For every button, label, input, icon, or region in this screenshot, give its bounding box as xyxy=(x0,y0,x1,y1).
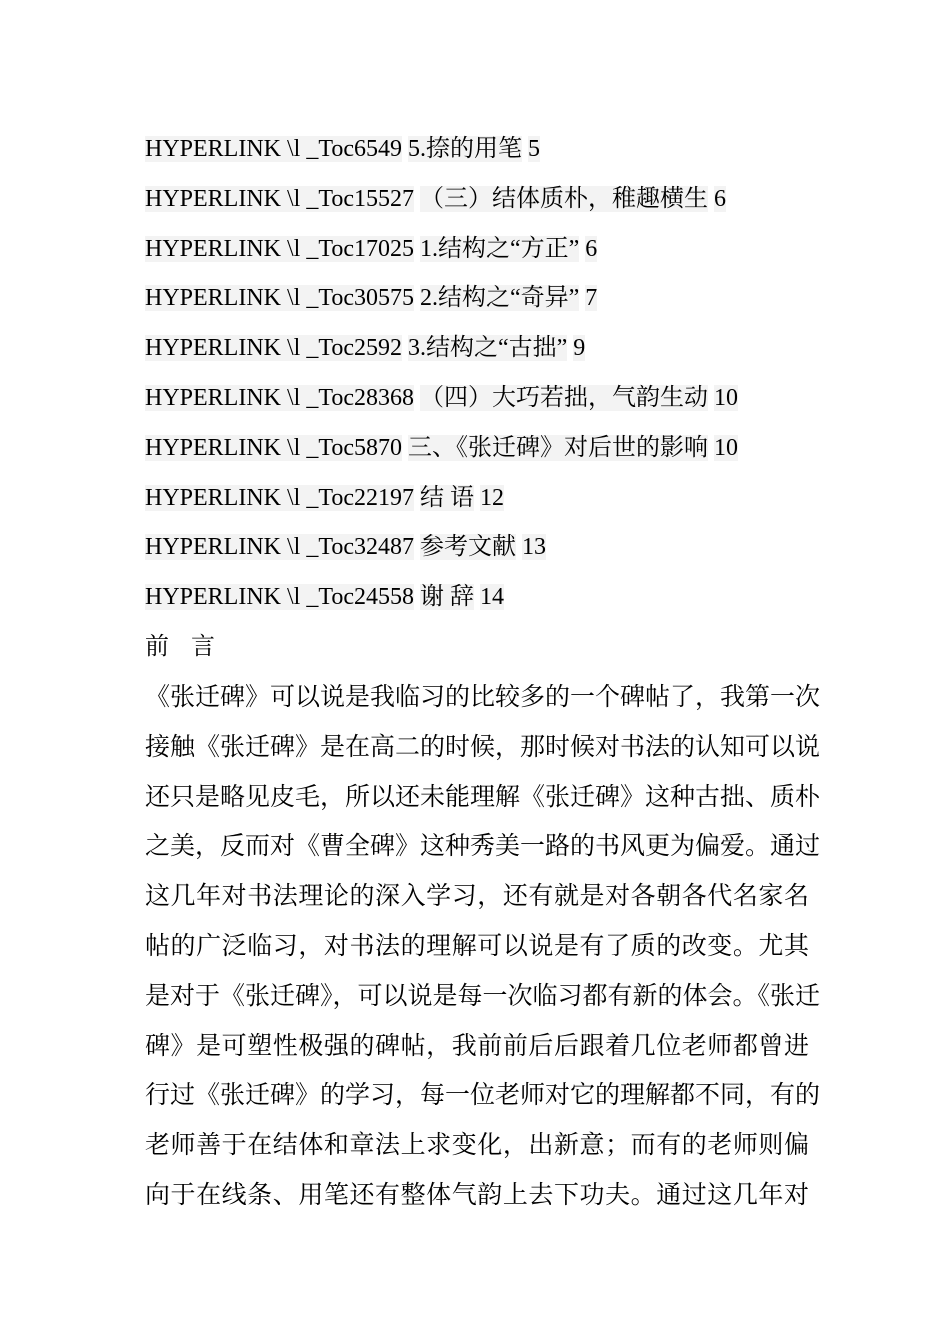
toc-entry[interactable] xyxy=(145,474,825,524)
toc-field-code: HYPERLINK \l _Toc22197 xyxy=(145,484,414,511)
toc-entry[interactable] xyxy=(145,424,825,474)
toc-field-code: HYPERLINK \l _Toc30575 xyxy=(145,285,414,312)
toc-entry[interactable] xyxy=(145,225,825,275)
toc-page-number: 5 xyxy=(527,136,540,162)
toc-field-code: HYPERLINK \l _Toc5870 xyxy=(145,434,402,461)
paragraph-line: 之美，反而对《曹全碑》这种秀美一路的书风更为偏爱。通过 xyxy=(145,833,821,861)
section-heading: 前 言 xyxy=(145,634,223,660)
toc-entry-title: （四）大巧若拙，气韵生动 xyxy=(419,384,708,411)
toc-entry-title: 参考文献 xyxy=(419,534,516,561)
paragraph-line: 帖的广泛临习，对书法的理解可以说是有了质的改变。尤其 xyxy=(145,932,809,960)
toc-entry-title: （三）结体质朴，稚趣横生 xyxy=(419,185,708,212)
toc-page-number: 7 xyxy=(585,285,598,312)
toc-field-code: HYPERLINK \l _Toc17025 xyxy=(145,235,414,262)
toc-entry-title: 三、《张迁碑》对后世的影响 xyxy=(407,434,708,461)
paragraph-line: 行过《张迁碑》的学习，每一位老师对它的理解都不同，有的 xyxy=(145,1082,821,1110)
toc-field-code: HYPERLINK \l _Toc24558 xyxy=(145,584,414,611)
toc-entry[interactable] xyxy=(145,175,825,225)
toc-page-number: 6 xyxy=(713,185,726,212)
toc-entry[interactable] xyxy=(145,573,825,623)
paragraph-line: 接触《张迁碑》是在高二的时候，那时候对书法的认知可以说 xyxy=(145,733,821,761)
toc-field-code: HYPERLINK \l _Toc2592 xyxy=(145,335,402,362)
toc-field-code: HYPERLINK \l _Toc28368 xyxy=(145,384,414,411)
toc-entry-title: 结 语 xyxy=(419,484,474,511)
paragraph-line: 向于在线条、用笔还有整体气韵上去下功夫。通过这几年对 xyxy=(145,1181,809,1209)
toc-entry-title: 2.结构之“奇异” xyxy=(419,285,580,312)
paragraph-line: 这几年对书法理论的深入学习，还有就是对各朝各代名家名 xyxy=(145,883,809,911)
toc-page-number: 12 xyxy=(479,484,504,511)
body-paragraph xyxy=(145,673,821,1221)
toc-field-code: HYPERLINK \l _Toc32487 xyxy=(145,534,414,561)
toc-entry[interactable] xyxy=(145,324,825,374)
paragraph-line: 还只是略见皮毛，所以还未能理解《张迁碑》这种古拙、质朴 xyxy=(145,783,821,811)
toc-entry-title: 3.结构之“古拙” xyxy=(407,335,568,362)
toc-page-number: 13 xyxy=(521,534,546,561)
toc-page-number: 9 xyxy=(573,335,586,362)
paragraph-line: 碑》是可塑性极强的碑帖，我前前后后跟着几位老师都曾进 xyxy=(145,1032,809,1060)
toc-entry[interactable] xyxy=(145,274,825,324)
toc-entry[interactable] xyxy=(145,374,825,424)
toc-entry-title: 1.结构之“方正” xyxy=(419,235,580,262)
paragraph-line: 是对于《张迁碑》，可以说是每一次临习都有新的体会。《张迁 xyxy=(145,982,821,1010)
toc-entry[interactable] xyxy=(145,523,825,573)
toc-page-number: 10 xyxy=(713,384,738,411)
toc-page-number: 14 xyxy=(479,584,504,611)
paragraph-line: 《张迁碑》可以说是我临习的比较多的一个碑帖了，我第一次 xyxy=(145,684,821,711)
toc-page-number: 10 xyxy=(713,434,738,461)
toc-entry[interactable] xyxy=(145,125,825,175)
toc-entry-title: 5.捺的用笔 xyxy=(407,136,522,162)
toc-entry-title: 谢 辞 xyxy=(419,584,474,611)
toc-field-code: HYPERLINK \l _Toc6549 xyxy=(145,136,402,162)
table-of-contents xyxy=(145,125,825,623)
toc-page-number: 6 xyxy=(585,235,598,262)
toc-field-code: HYPERLINK \l _Toc15527 xyxy=(145,185,414,212)
paragraph-line: 老师善于在结体和章法上求变化，出新意；而有的老师则偏 xyxy=(145,1132,809,1160)
